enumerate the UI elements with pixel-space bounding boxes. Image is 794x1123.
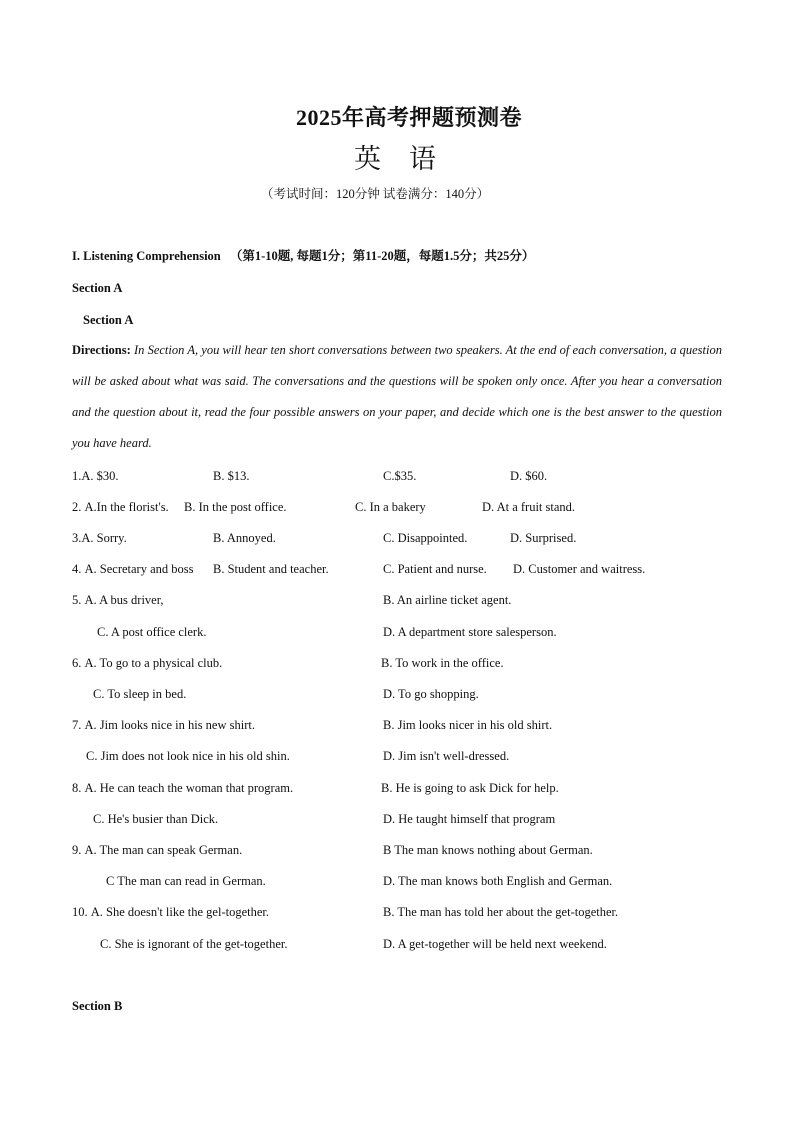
q8-option-b: B. He is going to ask Dick for help. (381, 781, 559, 795)
q3-option-c: C. Disappointed. (383, 531, 468, 545)
q4-option-b: B. Student and teacher. (213, 562, 329, 576)
q6-option-b: B. To work in the office. (381, 656, 504, 670)
question-number: 7. (72, 718, 82, 732)
part-title: I. Listening Comprehension (72, 249, 221, 263)
q6-option-c: C. To sleep in bed. (93, 687, 187, 701)
question-7 (72, 719, 255, 732)
q4-option-c: C. Patient and nurse. (383, 562, 487, 576)
q7-option-d: D. Jim isn't well-dressed. (383, 749, 510, 763)
question-number: 10. (72, 905, 88, 919)
option-a: A. She doesn't like the gel-together. (90, 905, 270, 919)
q9-option-d: D. The man knows both English and German. (383, 874, 613, 888)
question-4 (72, 563, 194, 576)
section-a-label: Section A (72, 281, 123, 295)
q7-option-c: C. Jim does not look nice in his old shin. (86, 749, 290, 763)
q10-option-b: B. The man has told her about the get-together. (383, 905, 619, 919)
question-number: 8. (72, 781, 82, 795)
q4-option-d: D. Customer and waitress. (513, 562, 646, 576)
q6-option-d: D. To go shopping. (383, 687, 479, 701)
question-number: 6. (72, 656, 82, 670)
question-6 (72, 657, 222, 670)
option-a: A.In the florist's. (84, 500, 169, 514)
part-heading (72, 250, 534, 263)
question-9 (72, 844, 242, 857)
question-number: 9. (72, 843, 82, 857)
question-number: 4. (72, 562, 82, 576)
option-a: A. Jim looks nice in his new shirt. (84, 718, 255, 732)
part-scoring: （第1-10题, 每题1分；第11-20题，每题1.5分；共25分） (229, 249, 535, 263)
question-8 (72, 782, 293, 795)
directions-text: In Section A, you will hear ten short conversations between two speakers. At the end of each conversation, a question will be asked about what was said. The conversations and the questions will be spoken only once. After you hear a conversation and the question about it, read the four possible answers on your paper, and decide which one is the best answer to the question you have heard. (72, 343, 722, 450)
q7-option-b: B. Jim looks nicer in his old shirt. (383, 718, 553, 732)
q2-option-c: C. In a bakery (355, 500, 426, 514)
exam-time-info: （考试时间：120分钟 试卷满分：140分） (261, 187, 490, 201)
directions-paragraph (72, 335, 722, 459)
q3-option-b: B. Annoyed. (213, 531, 276, 545)
q5-option-d: D. A department store salesperson. (383, 625, 557, 639)
q9-option-b: B The man knows nothing about German. (383, 843, 593, 857)
question-number: 5. (72, 593, 82, 607)
q9-option-c: C The man can read in German. (106, 874, 266, 888)
question-5 (72, 594, 164, 607)
q1-option-d: D. $60. (510, 469, 548, 483)
q8-option-c: C. He's busier than Dick. (93, 812, 219, 826)
q2-option-b: B. In the post office. (184, 500, 287, 514)
section-a-label-repeat: Section A (83, 313, 134, 327)
exam-title: 2025年高考押题预测卷 (296, 105, 523, 130)
question-1 (72, 470, 119, 483)
q1-option-c: C.$35. (383, 469, 417, 483)
q5-option-b: B. An airline ticket agent. (383, 593, 512, 607)
q10-option-d: D. A get-together will be held next weekend. (383, 937, 607, 951)
question-2 (72, 501, 169, 514)
option-a: A. $30. (81, 469, 119, 483)
option-a: A. Sorry. (81, 531, 127, 545)
option-a: A. To go to a physical club. (84, 656, 223, 670)
question-10 (72, 906, 269, 919)
question-3 (72, 532, 127, 545)
q8-option-d: D. He taught himself that program (383, 812, 556, 826)
q1-option-b: B. $13. (213, 469, 250, 483)
option-a: A. A bus driver, (84, 593, 164, 607)
option-a: A. The man can speak German. (84, 843, 243, 857)
q3-option-d: D. Surprised. (510, 531, 577, 545)
option-a: A. He can teach the woman that program. (84, 781, 294, 795)
q2-option-d: D. At a fruit stand. (482, 500, 576, 514)
question-number: 1. (72, 469, 82, 483)
q5-option-c: C. A post office clerk. (97, 625, 207, 639)
question-number: 3. (72, 531, 82, 545)
subject-title: 英语 (354, 144, 464, 174)
directions-label: Directions: (72, 343, 131, 357)
question-number: 2. (72, 500, 82, 514)
section-b-label: Section B (72, 999, 123, 1013)
q10-option-c: C. She is ignorant of the get-together. (100, 937, 288, 951)
option-a: A. Secretary and boss (84, 562, 194, 576)
